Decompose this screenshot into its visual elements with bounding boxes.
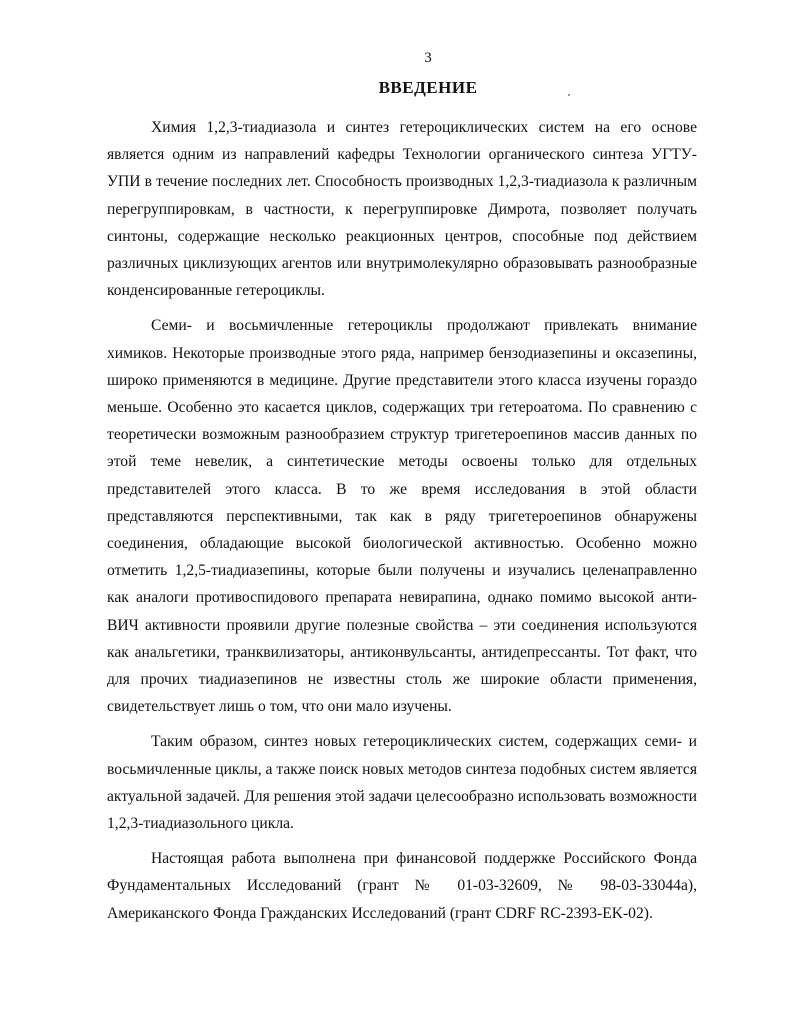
scan-speck [568,94,570,96]
paragraph-funding: Настоящая работа выполнена при финансовой поддержке Российского Фонда Фундаментальных Исследований (грант № 01-03-32609, № 98-03-33044а), Американского Фонда Гражданских Исследований (грант CDRF RC-2393-EK-02). [107,850,697,922]
body-text [107,114,697,927]
page-title: ВВЕДЕНИЕ [378,78,478,97]
paragraph-heterocycles: Семи- и восьмичленные гетероциклы продолжают привлекать внимание химиков. Некоторые производные этого ряда, например бензодиазепины и оксазепины, широко применяются в медицине. Другие представители этого класса изучены гораздо меньше. Особенно это касается циклов, содержащих три гетероатома. По сравнению с теоретически возможным разнообразием структур тригетероепинов массив данных по этой теме невелик, а синтетические методы освоены только для отдельных представителей этого класса. В то же время исследования в этой области представляются перспективными, так как в ряду тригетероепинов обнаружены соединения, обладающие высокой биологической активностью. Особенно можно отметить 1,2,5-тиадиазепины, которые были получены и изучались целенаправленно как аналоги противоспидового препарата невирапина, однако помимо высокой анти-ВИЧ активности проявили другие полезные свойства – эти соединения используются как анальгетики, транквилизаторы, антиконвульсанты, антидепрессанты. Тот факт, что для прочих тиадиазепинов не известны столь же широкие области применения, свидетельствует лишь о том, что они мало изучены. [107,317,697,716]
page-number: 3 [424,50,432,66]
paragraph-goal: Таким образом, синтез новых гетероциклических систем, содержащих семи- и восьмичленные циклы, а также поиск новых методов синтеза подобных систем является актуальной задачей. Для решения этой задачи целесообразно использовать возможности 1,2,3-тиадиазольного цикла. [107,733,697,833]
paragraph-intro-chemistry: Химия 1,2,3-тиадиазола и синтез гетероциклических систем на его основе является одним из направлений кафедры Технологии органического синтеза УГТУ-УПИ в течение последних лет. Способность производных 1,2,3-тиадиазола к различным перегруппировкам, в частности, к перегруппировке Димрота, позволяет получать синтоны, содержащие несколько реакционных центров, способные под действием различных циклизующих агентов или внутримолекулярно образовывать разнообразные конденсированные гетероциклы. [107,119,697,300]
